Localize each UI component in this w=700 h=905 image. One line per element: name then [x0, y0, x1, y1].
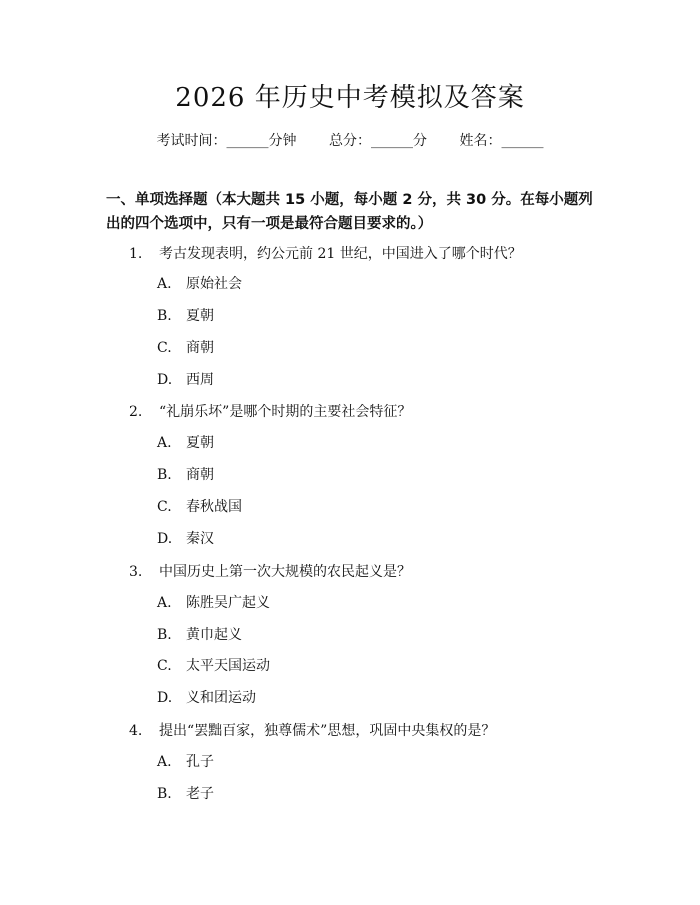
question-2-option-d — [157, 529, 214, 549]
option-letter: C. — [157, 499, 172, 515]
question-1-option-d — [157, 370, 214, 390]
question-1 — [129, 244, 522, 264]
option-text: 老子 — [186, 786, 214, 802]
total-score-field: 总分：______分 — [329, 133, 427, 149]
option-text: 夏朝 — [186, 435, 214, 451]
question-text: 提出“罢黜百家，独尊儒术”思想，巩固中央集权的是？ — [159, 723, 496, 739]
question-text: 中国历史上第一次大规模的农民起义是？ — [159, 564, 411, 580]
option-letter: B. — [157, 308, 172, 324]
question-3-option-c — [157, 656, 270, 676]
question-1-option-a — [157, 274, 242, 294]
option-letter: B. — [157, 786, 172, 802]
option-letter: C. — [157, 658, 172, 674]
option-text: 夏朝 — [186, 308, 214, 324]
question-number: 2. — [129, 404, 143, 420]
option-letter: D. — [157, 690, 173, 706]
question-4-option-a — [157, 752, 214, 772]
question-2 — [129, 402, 411, 422]
option-text: 商朝 — [186, 467, 214, 483]
option-text: 义和团运动 — [186, 690, 256, 706]
question-4 — [129, 721, 495, 741]
question-3-option-d — [157, 688, 256, 708]
question-text: 考古发现表明，约公元前 21 世纪，中国进入了哪个时代？ — [159, 246, 522, 262]
exam-title: 2026 年历史中考模拟及答案 — [175, 83, 525, 113]
student-name-field: 姓名：______ — [459, 133, 544, 149]
option-text: 西周 — [186, 372, 214, 388]
option-text: 黄巾起义 — [186, 627, 242, 643]
question-3-option-a — [157, 593, 270, 613]
option-text: 陈胜吴广起义 — [186, 595, 270, 611]
section-heading: 一、单项选择题（本大题共 15 小题，每小题 2 分，共 30 分。在每小题列出的四个选项中，只有一项是最符合题目要求的。） — [106, 192, 593, 232]
option-letter: A. — [157, 435, 172, 451]
option-letter: D. — [157, 531, 173, 547]
option-letter: B. — [157, 467, 172, 483]
exam-meta — [0, 130, 700, 152]
option-letter: D. — [157, 372, 173, 388]
option-text: 秦汉 — [186, 531, 214, 547]
option-letter: A. — [157, 595, 172, 611]
option-text: 商朝 — [186, 340, 214, 356]
question-number: 3. — [129, 564, 143, 580]
question-4-option-b — [157, 784, 214, 804]
option-text: 春秋战国 — [186, 499, 242, 515]
question-2-option-a — [157, 433, 214, 453]
option-letter: C. — [157, 340, 172, 356]
question-1-option-c — [157, 338, 214, 358]
option-letter: A. — [157, 276, 172, 292]
question-1-option-b — [157, 306, 214, 326]
question-3-option-b — [157, 625, 242, 645]
option-text: 太平天国运动 — [186, 658, 270, 674]
question-2-option-c — [157, 497, 242, 517]
option-letter: B. — [157, 627, 172, 643]
question-2-option-b — [157, 465, 214, 485]
option-text: 孔子 — [186, 754, 214, 770]
question-number: 1. — [129, 246, 143, 262]
question-3 — [129, 562, 411, 582]
question-number: 4. — [129, 723, 143, 739]
option-text: 原始社会 — [186, 276, 242, 292]
exam-time-field: 考试时间：______分钟 — [156, 133, 297, 149]
option-letter: A. — [157, 754, 172, 770]
question-text: “礼崩乐坏”是哪个时期的主要社会特征？ — [159, 404, 412, 420]
